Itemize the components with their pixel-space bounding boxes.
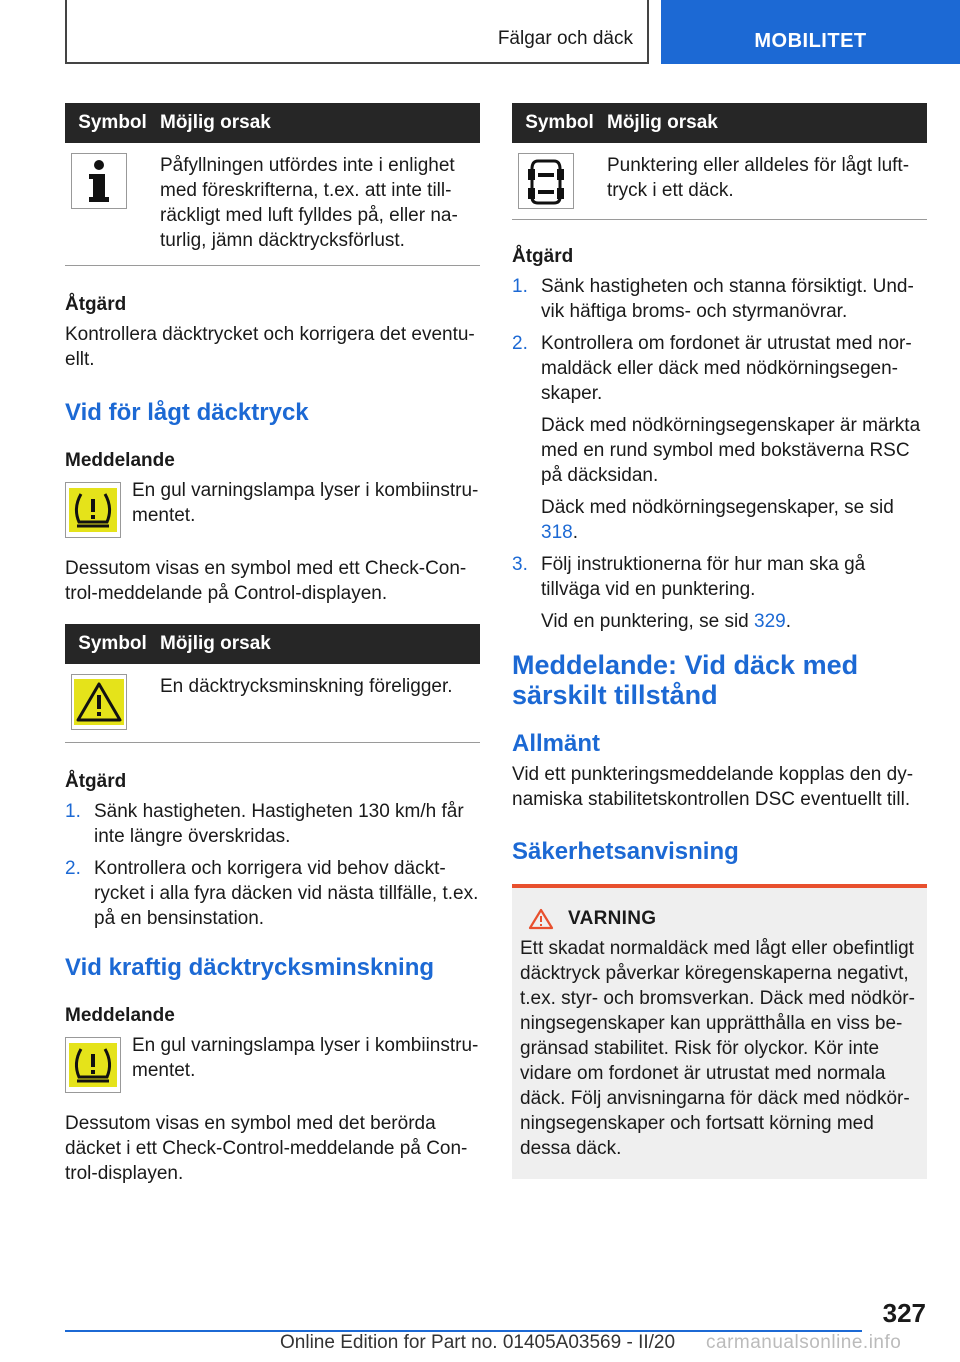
list-item xyxy=(512,274,927,324)
header-section-title: Fälgar och däck xyxy=(497,28,633,49)
tire-pressure-lamp-icon xyxy=(65,482,121,538)
message-text: En gul varningslampa lyser i kombiinstru-mentet. xyxy=(132,1035,479,1081)
left-column xyxy=(65,103,480,1186)
action-label: Åtgärd xyxy=(65,294,127,315)
header-chapter-tab[interactable] xyxy=(661,0,960,64)
section-title-special-tires: Meddelande: Vid däck med särskilt tillstånd xyxy=(512,650,859,710)
table-cell-cause: En däcktrycksminskning föreligger. xyxy=(160,664,480,743)
table-header-cause: Möjlig orsak xyxy=(160,624,480,664)
section-title-severe-pressure-loss: Vid kraftig däcktrycksminskning xyxy=(65,954,435,981)
right-column xyxy=(512,103,927,1179)
table-row xyxy=(65,664,480,743)
symbol-table-3 xyxy=(512,103,927,220)
warning-text: Ett skadat normaldäck med lågt eller obefintligt däcktryck påverkar köregenskaperna negativt, t.ex. styr- och bromsverkan. Däck med nödkör-ningsegenskaper kan upprätthålla en viss be-gränsad stabilitet. Risk för olyckor. Kör inte vidare om fordonet är utrustat med normala däck. Följ anvisningarna för däck med nödkör-ningsegenskaper och fortsatt körning med dessa däck. xyxy=(520,938,915,1159)
header-chapter-title: MOBILITET xyxy=(754,30,867,52)
page-number: 327 xyxy=(882,1298,926,1328)
table-header-symbol: Symbol xyxy=(65,624,160,664)
step-text: Sänk hastigheten och stanna försiktigt. Und-vik häftiga broms- och styrmanövrar. xyxy=(541,276,914,322)
step-note-text: Vid en punktering, se sid xyxy=(541,611,755,632)
list-item xyxy=(512,552,927,634)
warning-triangle-icon xyxy=(528,908,554,930)
extra-text: Dessutom visas en symbol med ett Check-Con-trol-meddelande på Control-displayen. xyxy=(65,558,467,604)
action-text: Kontrollera däcktrycket och korrigera det eventu-ellt. xyxy=(65,324,475,370)
symbol-table-2 xyxy=(65,624,480,743)
step-note xyxy=(541,495,927,545)
symbol-table-1 xyxy=(65,103,480,266)
warning-title: VARNING xyxy=(568,908,657,929)
message-text: En gul varningslampa lyser i kombiinstru-mentet. xyxy=(132,480,479,526)
tire-pressure-lamp-icon xyxy=(65,1037,121,1093)
steps-list xyxy=(65,799,480,931)
step-note xyxy=(541,609,927,634)
watermark-text: carmanualsonline.info xyxy=(706,1332,902,1353)
table-header-symbol: Symbol xyxy=(65,103,160,143)
list-item xyxy=(65,856,480,931)
list-item xyxy=(65,799,480,849)
car-tires-icon xyxy=(518,153,574,209)
step-note-suffix: . xyxy=(572,522,578,543)
table-cell-cause: Påfyllningen utfördes inte i enlighet med föreskrifterna, t.ex. att inte till-räckligt med luft fylldes på, eller na-turlig, jämn däcktrycksförlust. xyxy=(160,143,480,266)
message-block xyxy=(65,478,480,538)
page-link-329[interactable]: 329 xyxy=(754,611,786,632)
table-header-cause: Möjlig orsak xyxy=(607,103,927,143)
warning-box xyxy=(512,884,927,1179)
step-text: Kontrollera om fordonet är utrustat med nor-maldäck eller däck med nödkörningsegen-skaper. xyxy=(541,333,912,404)
step-note-suffix: . xyxy=(785,611,791,632)
section-title-low-pressure: Vid för lågt däcktryck xyxy=(65,399,309,426)
footer-edition: Online Edition for Part no. 01405A03569 - II/20 xyxy=(280,1332,676,1353)
step-number: 1. xyxy=(65,801,81,822)
page-link-318[interactable]: 318 xyxy=(541,522,573,543)
extra-text: Dessutom visas en symbol med det berörda däcket i ett Check-Control-meddelande på Con-trol-displayen. xyxy=(65,1113,468,1184)
step-text: Följ instruktionerna för hur man ska gå tillväga vid en punktering. xyxy=(541,554,866,600)
step-note-text: Däck med nödkörningsegenskaper, se sid xyxy=(541,497,894,518)
step-text: Kontrollera och korrigera vid behov däckt-rycket i alla fyra däcken vid nästa tillfälle, t.ex. på en bensinstation. xyxy=(94,858,479,929)
table-header-cause: Möjlig orsak xyxy=(160,103,480,143)
message-label: Meddelande xyxy=(65,450,175,471)
action-label: Åtgärd xyxy=(65,771,127,792)
table-cell-cause: Punktering eller alldeles för lågt luft-tryck i ett däck. xyxy=(607,143,927,220)
action-label: Åtgärd xyxy=(512,246,574,267)
subsection-title-general: Allmänt xyxy=(512,730,601,757)
step-number: 2. xyxy=(512,333,528,354)
subsection-title-safety: Säkerhetsanvisning xyxy=(512,838,739,865)
message-block xyxy=(65,1033,480,1093)
steps-list xyxy=(512,274,927,634)
warning-header xyxy=(528,908,919,930)
list-item xyxy=(512,331,927,545)
table-row xyxy=(65,143,480,266)
step-note: Däck med nödkörningsegenskaper är märkta med en rund symbol med bokstäverna RSC på däcksidan. xyxy=(541,415,921,486)
table-row xyxy=(512,143,927,220)
step-number: 3. xyxy=(512,554,528,575)
step-text: Sänk hastigheten. Hastigheten 130 km/h får inte längre överskridas. xyxy=(94,801,464,847)
warning-triangle-icon xyxy=(71,674,127,730)
step-number: 1. xyxy=(512,276,528,297)
step-number: 2. xyxy=(65,858,81,879)
info-icon xyxy=(71,153,127,209)
general-text: Vid ett punkteringsmeddelande kopplas den dy-namiska stabilitetskontrollen DSC eventuellt till. xyxy=(512,764,914,810)
table-header-symbol: Symbol xyxy=(512,103,607,143)
header-section-box xyxy=(65,0,649,64)
message-label: Meddelande xyxy=(65,1005,175,1026)
